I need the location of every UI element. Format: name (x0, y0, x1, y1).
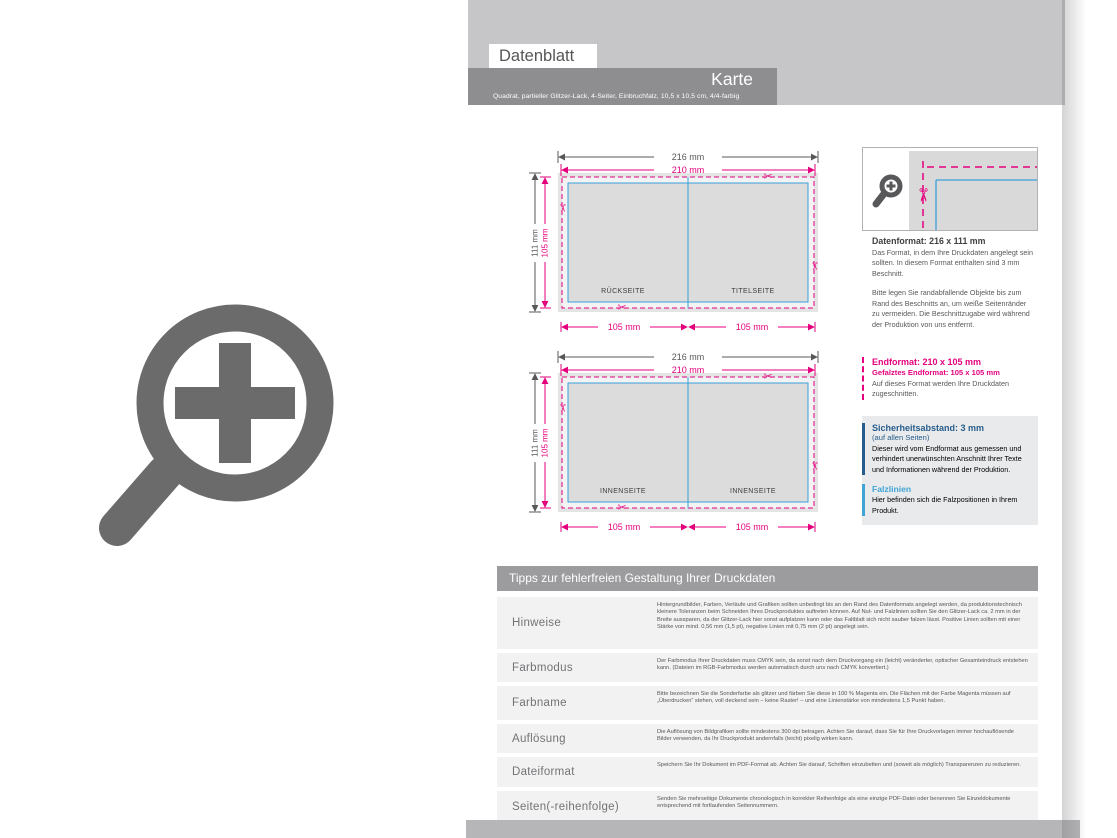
dimension-label: 210 mm (671, 365, 705, 375)
row-text: Der Farbmodus Ihrer Druckdaten muss CMYK sein, da sonst nach dem Druckvorgang ein (leicht) veränderter, optischer Gesamteindruck entstehen kann. (Dateien im RGB-Farbmodus werden automatisch durch uns nach CMYK konvertiert.) (657, 658, 1028, 672)
row-text: Senden Sie mehrseitige Dokumente chronologisch in korrekter Reihenfolge als eine einzige PDF-Datei oder benennen Sie Einzeldokumente entsprechend mit fortlaufenden Seitennummern. (657, 796, 1011, 810)
dimension-label: 105 mm (607, 322, 641, 332)
datenformat-text: Bitte legen Sie randabfallende Objekte bis zum Rand des Beschnitts an, um weiße Seitenränder zu vermeiden. Die Beschnittzugabe wird während der Produktion von uns entfernt. (872, 288, 1030, 329)
page-subtitle: Quadrat, partieller Glitzer-Lack, 4-Seiter, Einbruchfalz, 10,5 x 10,5 cm, 4/4-farbig (493, 93, 740, 100)
row-label: Dateiformat (512, 766, 575, 778)
row-label: Farbmodus (512, 661, 573, 674)
card-face-label: TITELSEITE (731, 288, 775, 295)
card-face-label: INNENSEITE (729, 488, 777, 495)
page-edge-shadow (1062, 0, 1086, 838)
tab-label: Datenblatt (499, 47, 575, 65)
row-text: Bitte bezeichnen Sie die Sonderfarbe als glitzer und färben Sie diese in 100 % Magenta ein. Die Flächen mit der Farbe Magenta müssen auf „Überdrucken“ stehen, voll deckend sein – keine Raster! – und eine Linienstärke von mindestens 1,5 Punkt haben. (657, 691, 1011, 705)
tips-row (497, 686, 1038, 720)
dim-half-lines (561, 522, 815, 532)
dimension-label: 216 mm (671, 152, 705, 162)
sicherheitsabstand-section (862, 423, 1032, 475)
falzlinien-section (862, 484, 1032, 516)
scissors-icon: ✂ (763, 171, 773, 183)
datenformat-text: Das Format, in dem Ihre Druckdaten angelegt sein sollten. In diesem Format enthalten sind 3 mm Beschnitt. (872, 248, 1033, 278)
endformat-subtitle: Gefalztes Endformat: 105 x 105 mm (872, 368, 1000, 377)
diagram-outside-pages (528, 146, 868, 342)
datenblatt-tab (489, 44, 597, 68)
dim-half-lines (561, 322, 815, 332)
scissors-icon: ✂ (913, 187, 933, 203)
tips-row (497, 653, 1038, 682)
endformat-text: Auf dieses Format werden Ihre Druckdaten zugeschnitten. (872, 379, 1010, 399)
row-text: Die Auflösung von Bildgrafiken sollte mindestens 300 dpi betragen. Achten Sie darauf, dass Sie für Ihre Druckvorlagen immer hochauflösende Bilder verwenden, da Ihr Druckprodukt andernfalls (leicht) pixelig wirken kann. (657, 729, 1014, 743)
row-text: Speichern Sie Ihr Dokument im PDF-Format ab. Achten Sie darauf, Schriften einzubetten und (soweit als möglich) Transparenzen zu reduzieren. (657, 762, 1021, 768)
dimension-label: 105 mm (540, 228, 550, 258)
dimension-label: 216 mm (671, 352, 705, 362)
zoom-handle (117, 473, 165, 528)
title-bar (468, 68, 777, 105)
scissors-icon: ✂ (556, 203, 568, 213)
dimension-label: 105 mm (607, 522, 641, 532)
tips-table (497, 597, 1038, 826)
scissors-icon: ✂ (808, 461, 820, 471)
dimension-label: 111 mm (530, 229, 540, 257)
card-face-label: RÜCKSEITE (601, 288, 645, 295)
datenformat-title: Datenformat: 216 x 111 mm (872, 236, 986, 246)
tips-header: Tipps zur fehlerfreien Gestaltung Ihrer Druckdaten (497, 566, 1038, 591)
dimension-label: 105 mm (735, 322, 769, 332)
scissors-icon: ✂ (808, 261, 820, 271)
scissors-icon: ✂ (617, 502, 627, 514)
scissors-icon: ✂ (556, 403, 568, 413)
sicherheitsabstand-subtitle: (auf allen Seiten) (872, 433, 930, 442)
zoom-plus-icon[interactable] (85, 278, 380, 573)
row-label: Auflösung (512, 732, 566, 745)
page-title: Karte (711, 69, 753, 89)
scissors-icon: ✂ (617, 302, 627, 314)
dimension-label: 210 mm (671, 165, 705, 175)
diagram-inside-pages (528, 346, 868, 542)
dimension-label: 105 mm (735, 522, 769, 532)
dimension-label: 105 mm (540, 428, 550, 458)
tips-row (497, 757, 1038, 787)
tips-row (497, 597, 1038, 649)
dimension-label: 111 mm (530, 429, 540, 457)
tips-row (497, 724, 1038, 753)
endformat-section (862, 357, 1030, 400)
row-label: Hinweise (512, 617, 562, 629)
magnifier-plus-icon (876, 177, 900, 204)
sicherheitsabstand-title: Sicherheitsabstand: 3 mm (872, 423, 985, 433)
card-face-label: INNENSEITE (599, 488, 647, 495)
row-label: Farbname (512, 697, 567, 709)
footer-bar (466, 820, 1080, 838)
endformat-title: Endformat: 210 x 105 mm (872, 357, 982, 367)
falzlinien-title: Falzlinien (872, 484, 912, 495)
sicherheitsabstand-text: Dieser wird vom Endformat aus gemessen und verhindert unerwünschten Anschnitt Ihrer Texte und Informationen während der Produktion. (872, 444, 1022, 474)
scissors-icon: ✂ (763, 371, 773, 383)
tips-row (497, 791, 1038, 822)
corner-detail-box (862, 147, 1038, 231)
datenformat-section (872, 236, 1035, 330)
falzlinien-text: Hier befinden sich die Falzpositionen in Ihrem Produkt. (872, 495, 1018, 515)
plus-icon (175, 343, 295, 463)
safety-falz-box (862, 416, 1038, 525)
row-label: Seiten(-reihenfolge) (512, 800, 620, 813)
row-text: Hintergrundbilder, Farben, Verläufe und Grafiken sollten unbedingt bis an den Rand des Datenformats angelegt werden, da produktionstechnisch kleinere Toleranzen beim Schneiden Ihres Druckproduktes auftreten können. Auf Nut- und Falzlinien sollten Sie den Glitzer-Lack ca. 2 mm in der Breite aussparen, da der Glitzer-Lack hier sonst aufplatzen kann oder das Faltblatt sich nicht sauber falzen lässt. Positive Linien sollten mit einer Stärke von mind. 0,56 mm (1,5 pt), negative Linien mit 0,75 mm (2 pt) angelegt sein. (657, 602, 1022, 631)
